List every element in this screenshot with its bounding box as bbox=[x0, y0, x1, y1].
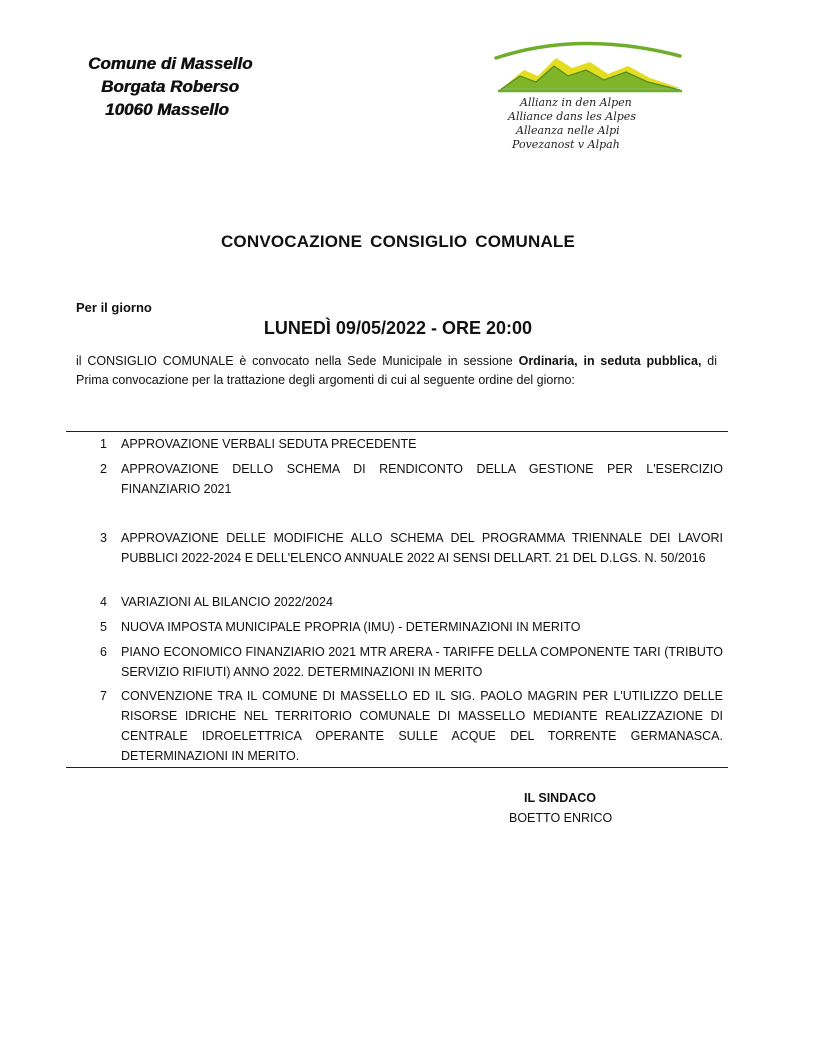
municipality-address bbox=[80, 52, 280, 121]
agenda-item-number: 5 bbox=[100, 620, 107, 634]
agenda-item-number: 2 bbox=[100, 462, 107, 476]
alliance-de: Allianz in den Alpen bbox=[520, 96, 632, 109]
intro-bold: Ordinaria, in seduta pubblica, bbox=[518, 354, 702, 368]
agenda-item-number: 1 bbox=[100, 437, 107, 451]
meeting-date: LUNEDÌ 09/05/2022 - ORE 20:00 bbox=[263, 318, 533, 338]
logo-arc bbox=[496, 43, 680, 58]
intro-paragraph bbox=[76, 352, 717, 390]
alliance-it: Alleanza nelle Alpi bbox=[516, 124, 620, 137]
agenda-item-text: CONVENZIONE TRA IL COMUNE DI MASSELLO ED IL SIG. PAOLO MAGRIN PER L'UTILIZZO DELLE RISORSE IDRICHE NEL TERRITORIO COMUNALE DI MASSELLO MEDIANTE REALIZZAZIONE DI CENTRALE IDROELETTRICA OPERANTE SULLE ACQUE DEL TORRENTE GERMANASCA. DETERMINAZIONI IN MERITO. bbox=[121, 689, 723, 763]
alliance-sl: Povezanost v Alpah bbox=[512, 138, 620, 151]
alliance-mountains-logo bbox=[490, 36, 690, 96]
intro-text-2: di Prima convocazione per la trattazione degli argomenti di cui al seguente ordine del giorno: bbox=[76, 354, 717, 387]
agenda-item-number: 3 bbox=[100, 531, 107, 545]
signature-name: BOETTO ENRICO bbox=[509, 811, 613, 825]
agenda-item-text: NUOVA IMPOSTA MUNICIPALE PROPRIA (IMU) - DETERMINAZIONI IN MERITO bbox=[121, 620, 581, 634]
signature-role: IL SINDACO bbox=[524, 791, 596, 805]
municipality-postal: 10060 Massello bbox=[105, 100, 229, 119]
intro-text-1: il CONSIGLIO COMUNALE è convocato nella Sede Municipale in sessione bbox=[76, 354, 519, 368]
agenda-bottom-rule bbox=[66, 767, 728, 768]
agenda-item-number: 7 bbox=[100, 689, 107, 703]
alliance-languages bbox=[506, 96, 686, 152]
agenda-item-text: VARIAZIONI AL BILANCIO 2022/2024 bbox=[121, 595, 333, 609]
municipality-name: Comune di Massello bbox=[88, 54, 253, 73]
agenda-top-rule bbox=[66, 431, 728, 432]
alliance-fr: Alliance dans les Alpes bbox=[508, 110, 636, 123]
agenda-item-text: PIANO ECONOMICO FINANZIARIO 2021 MTR ARERA - TARIFFE DELLA COMPONENTE TARI (TRIBUTO SERVIZIO RIFIUTI) ANNO 2022. DETERMINAZIONI IN MERITO bbox=[121, 645, 723, 679]
agenda-item-text: APPROVAZIONE DELLO SCHEMA DI RENDICONTO DELLA GESTIONE PER L'ESERCIZIO FINANZIARIO 2021 bbox=[121, 462, 723, 496]
municipality-borgata: Borgata Roberso bbox=[101, 77, 239, 96]
document-title: CONVOCAZIONE CONSIGLIO COMUNALE bbox=[220, 232, 576, 251]
per-giorno-label: Per il giorno bbox=[76, 300, 152, 315]
agenda-item-text: APPROVAZIONE VERBALI SEDUTA PRECEDENTE bbox=[121, 437, 417, 451]
agenda-item-text: APPROVAZIONE DELLE MODIFICHE ALLO SCHEMA DEL PROGRAMMA TRIENNALE DEI LAVORI PUBBLICI 2022-2024 E DELL'ELENCO ANNUALE 2022 AI SENSI DELLART. 21 DEL D.LGS. N. 50/2016 bbox=[121, 531, 723, 565]
agenda-item-number: 6 bbox=[100, 645, 107, 659]
agenda-item-number: 4 bbox=[100, 595, 107, 609]
signature-block bbox=[490, 788, 630, 828]
